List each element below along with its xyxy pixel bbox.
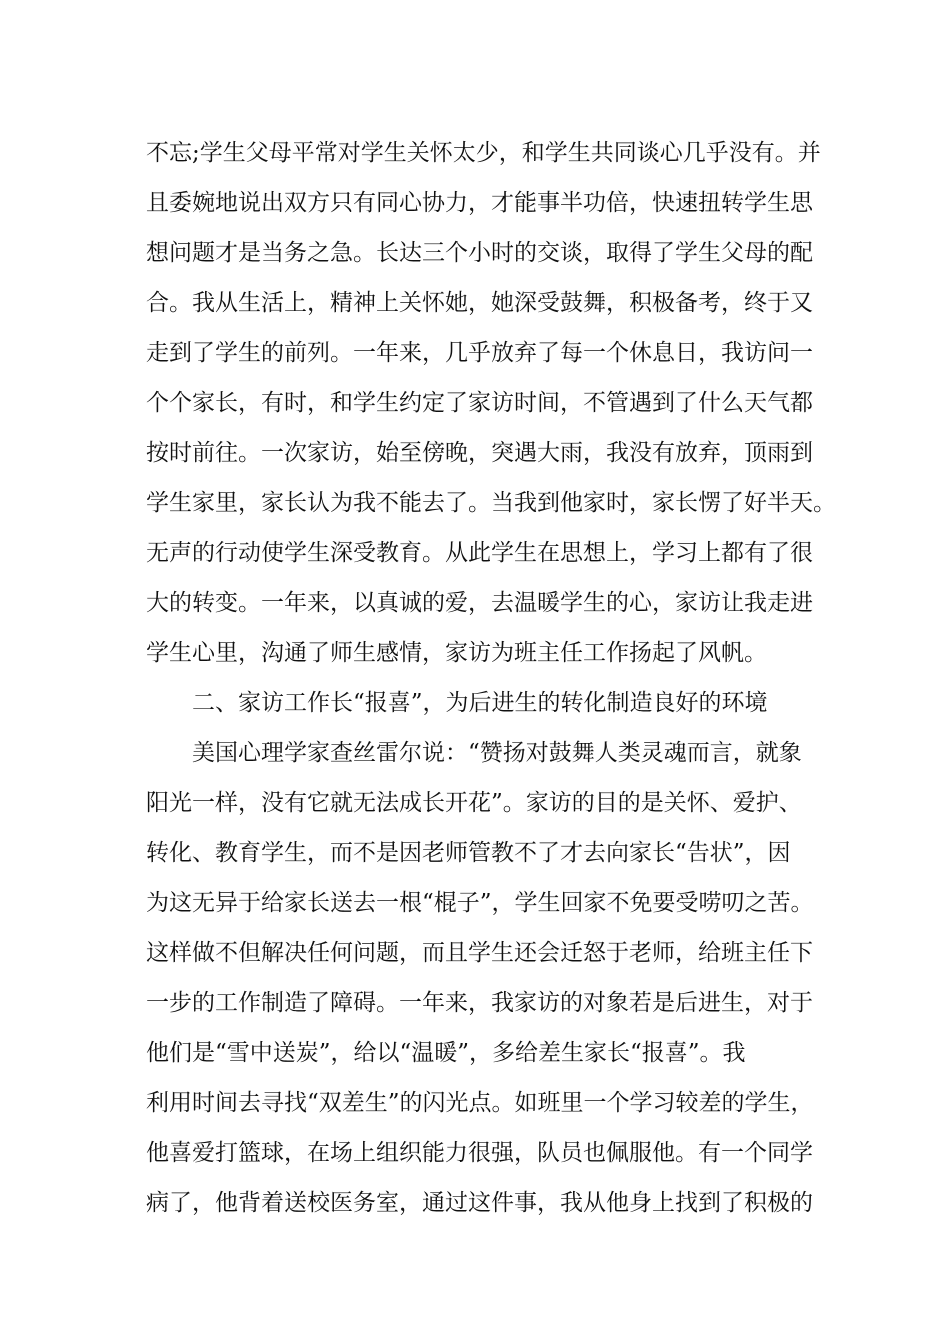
text-line: 想问题才是当务之急。长达三个小时的交谈，取得了学生父母的配: [146, 240, 813, 266]
text-line: 不忘;学生父母平常对学生关怀太少，和学生共同谈心几乎没有。并: [146, 140, 821, 166]
text-line: 美国心理学家查丝雷尔说：“赞扬对鼓舞人类灵魂而言，就象: [192, 740, 802, 766]
text-line: 个个家长，有时，和学生约定了家访时间，不管遇到了什么天气都: [146, 390, 813, 416]
text-line: 他喜爱打篮球，在场上组织能力很强，队员也佩服他。有一个同学: [146, 1140, 813, 1166]
text-line: 走到了学生的前列。一年来，几乎放弃了每一个休息日，我访问一: [146, 340, 813, 366]
section-heading: 二、家访工作长“报喜”，为后进生的转化制造良好的环境: [192, 690, 768, 716]
text-line: 按时前往。一次家访，始至傍晚，突遇大雨，我没有放弃，顶雨到: [146, 440, 813, 466]
text-line: 阳光一样，没有它就无法成长开花”。家访的目的是关怀、爱护、: [146, 790, 802, 816]
text-line: 利用时间去寻找“双差生”的闪光点。如班里一个学习较差的学生，: [146, 1090, 814, 1116]
text-line: 他们是“雪中送炭”，给以“温暖”，多给差生家长“报喜”。我: [146, 1040, 746, 1066]
text-line: 一步的工作制造了障碍。一年来，我家访的对象若是后进生，对于: [146, 990, 813, 1016]
text-line: 为这无异于给家长送去一根“棍子”，学生回家不免要受唠叨之苦。: [146, 890, 814, 916]
text-line: 学生家里，家长认为我不能去了。当我到他家时，家长愣了好半天。: [146, 490, 836, 516]
text-line: 病了，他背着送校医务室，通过这件事，我从他身上找到了积极的: [146, 1190, 813, 1216]
body-text: [146, 128, 836, 1228]
text-line: 这样做不但解决任何问题，而且学生还会迁怒于老师，给班主任下: [146, 940, 813, 966]
text-line: 转化、教育学生，而不是因老师管教不了才去向家长“告状”，因: [146, 840, 791, 866]
text-line: 合。我从生活上，精神上关怀她，她深受鼓舞，积极备考，终于又: [146, 290, 813, 316]
text-line: 且委婉地说出双方只有同心协力，才能事半功倍，快速扭转学生思: [146, 190, 813, 216]
text-line: 大的转变。一年来，以真诚的爱，去温暖学生的心，家访让我走进: [146, 590, 813, 616]
text-line: 无声的行动使学生深受教育。从此学生在思想上，学习上都有了很: [146, 540, 813, 566]
text-line: 学生心里，沟通了师生感情，家访为班主任工作扬起了风帆。: [146, 640, 767, 666]
